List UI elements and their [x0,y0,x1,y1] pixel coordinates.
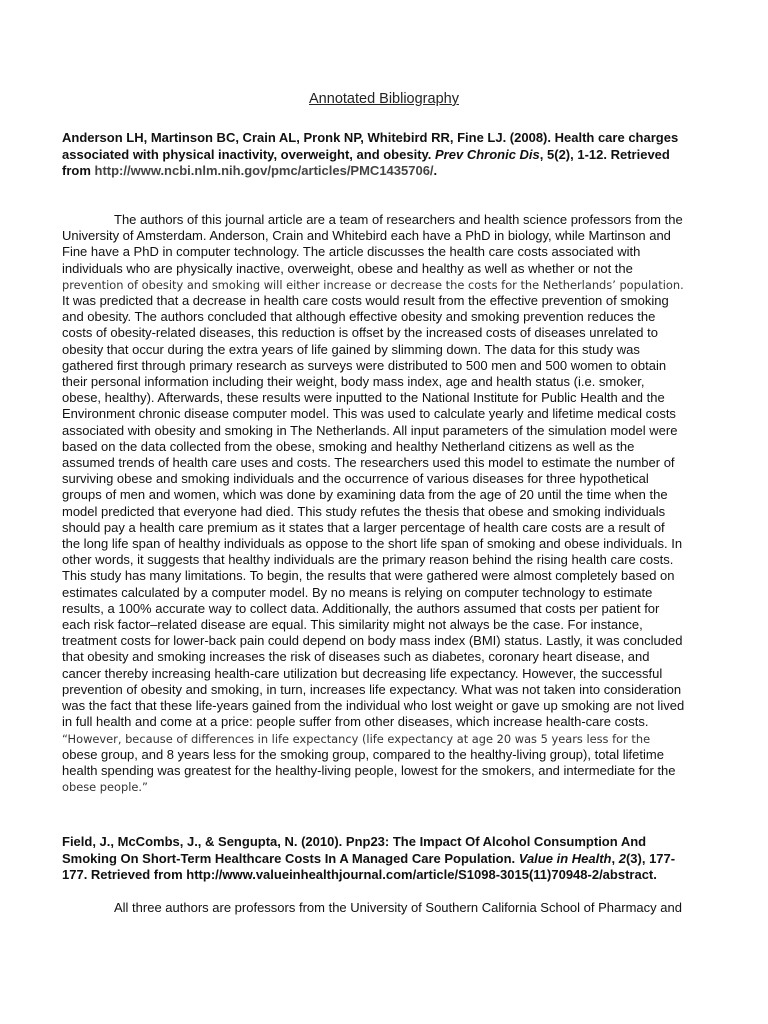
paragraph-line: costs of obesity-related diseases, this reduction is offset by the increased costs of diseases unrelated to [62,325,658,341]
paragraph-line: Fine have a PhD in computer technology. The article discusses the health care costs associated with [62,244,641,260]
citation-text: from [62,163,95,178]
journal-name: Value in Health [518,850,612,866]
quote-line: “However, because of differences in life expectancy (life expectancy at age 20 was 5 years less for the [62,731,651,746]
citation-line: 177. Retrieved from http://www.valueinhealthjournal.com/article/S1098-3015(11)70948-2/abstract. [62,867,657,882]
paragraph-line: and obesity. The authors concluded that although effective obesity and smoking prevention reduces the [62,309,656,325]
quote-line: health spending was greatest for the healthy-living people, lowest for the smokers, and intermediate for the [62,762,676,778]
paragraph-line: University of Amsterdam. Anderson, Crain and Whitebird each have a PhD in biology, while Martinson and [62,228,671,244]
citation-text: , 5(2), 1-12. Retrieved [539,146,670,162]
citation-text: , [611,850,619,866]
paragraph-line: estimates calculated by a computer model. By no means is relying on computer technology to estimate [62,584,653,600]
paragraph-line: each risk factor–related disease are equal. This similarity might not always be the case. For instance, [62,617,643,633]
journal-volume: 2 [618,850,626,866]
paragraph-line: individuals who are physically inactive, overweight, obese and healthy as well as whether or not the [62,260,633,276]
paragraph-line: should pay a health care premium as it states that a larger percentage of health care costs are a result of [62,519,665,535]
paragraph-line: surviving obese and smoking individuals and the occurrence of various diseases for three hypothetical [62,471,649,487]
paragraph-line: groups of men and women, which was done by examining data from the age of 20 until the time when the [62,487,668,503]
citation-line: Field, J., McCombs, J., & Sengupta, N. (2010). Pnp23: The Impact Of Alcohol Consumption And [62,834,647,849]
document-title: Annotated Bibliography [309,91,459,107]
paragraph-line: Environment chronic disease computer model. This was used to calculate yearly and lifetime medical costs [62,406,676,422]
paragraph-line: gathered first through primary research as surveys were distributed to 500 men and 500 women to obtain [62,357,667,373]
citation-text: . [433,163,438,178]
citation-anderson [62,130,724,180]
citation-url-link[interactable]: http://www.ncbi.nlm.nih.gov/pmc/articles/PMC1435706/ [94,163,434,178]
annotation-paragraph-field [62,900,724,916]
paragraph-line: in full health and come at a price: people suffer from other diseases, which increase health-care costs. [62,714,649,730]
paragraph-line: their personal information including their weight, body mass index, age and health status (i.e. smoker, [62,374,645,390]
paragraph-line: prevention of obesity and smoking will either increase or decrease the costs for the Netherlands’ population. [62,277,684,292]
paragraph-line: prevention of obesity and smoking, in turn, increases life expectancy. What was not taken into consideration [62,681,682,697]
paragraph-line: based on the data collected from the obese, smoking and healthy Netherland citizens as well as the [62,438,635,454]
paragraph-line: cancer thereby increasing health-care utilization but decreasing life expectancy. However, the successful [62,665,663,681]
paragraph-line: was the fact that these life-years gained from the individual who lost weight or gave up smoking are not lived [62,698,685,714]
citation-line [62,851,724,868]
paragraph-line: model predicted that everyone had died. This study refutes the thesis that obese and smoking individuals [62,503,666,519]
citation-text: Smoking On Short-Term Healthcare Costs In A Managed Care Population. [62,850,519,866]
paragraph-line: The authors of this journal article are a team of researchers and health science professors from the [114,212,683,227]
citation-line: Anderson LH, Martinson BC, Crain AL, Pronk NP, Whitebird RR, Fine LJ. (2008). Health care charges [62,130,679,145]
quote-line: obese people.” [62,780,148,795]
citation-line [62,163,724,180]
citation-text: associated with physical inactivity, overweight, and obesity. [62,146,436,162]
paragraph-line: that obesity and smoking increases the risk of diseases such as diabetes, coronary heart disease, and [62,649,650,665]
paragraph-line: other words, it suggests that healthy individuals are the primary reason behind the rising health care costs. [62,552,674,568]
paragraph-line: obesity that occur during the extra years of life gained by slimming down. The data for this study was [62,341,640,357]
paragraph-line: assumed trends of health care uses and costs. The researchers used this model to estimate the number of [62,455,675,471]
citation-text: (3), 177- [625,850,676,866]
paragraph-line: associated with obesity and smoking in The Netherlands. All input parameters of the simulation model were [62,422,678,438]
paragraph-line: This study has many limitations. To begin, the results that were gathered were almost completely based on [62,568,675,584]
citation-line [62,147,724,164]
quote-line: obese group, and 8 years less for the smoking group, compared to the healthy-living group), total lifetime [62,746,664,762]
paragraph-line: results, a 100% accurate way to collect data. Additionally, the authors assumed that costs per patient for [62,600,660,616]
paragraph-line: treatment costs for lower-back pain could depend on body mass index (BMI) status. Lastly, it was concluded [62,633,683,649]
paragraph-line: the long life span of healthy individuals as oppose to the short life span of smoking and obese individuals. In [62,536,683,552]
paragraph-line: obese, healthy). Afterwards, these results were inputted to the National Institute for Public Health and the [62,390,665,406]
paragraph-line: It was predicted that a decrease in health care costs would result from the effective prevention of smoking [62,293,669,309]
citation-field [62,834,724,884]
annotation-paragraph-anderson [62,212,724,795]
journal-name: Prev Chronic Dis [435,146,540,162]
paragraph-line: All three authors are professors from the University of Southern California School of Pharmacy and [114,900,682,915]
